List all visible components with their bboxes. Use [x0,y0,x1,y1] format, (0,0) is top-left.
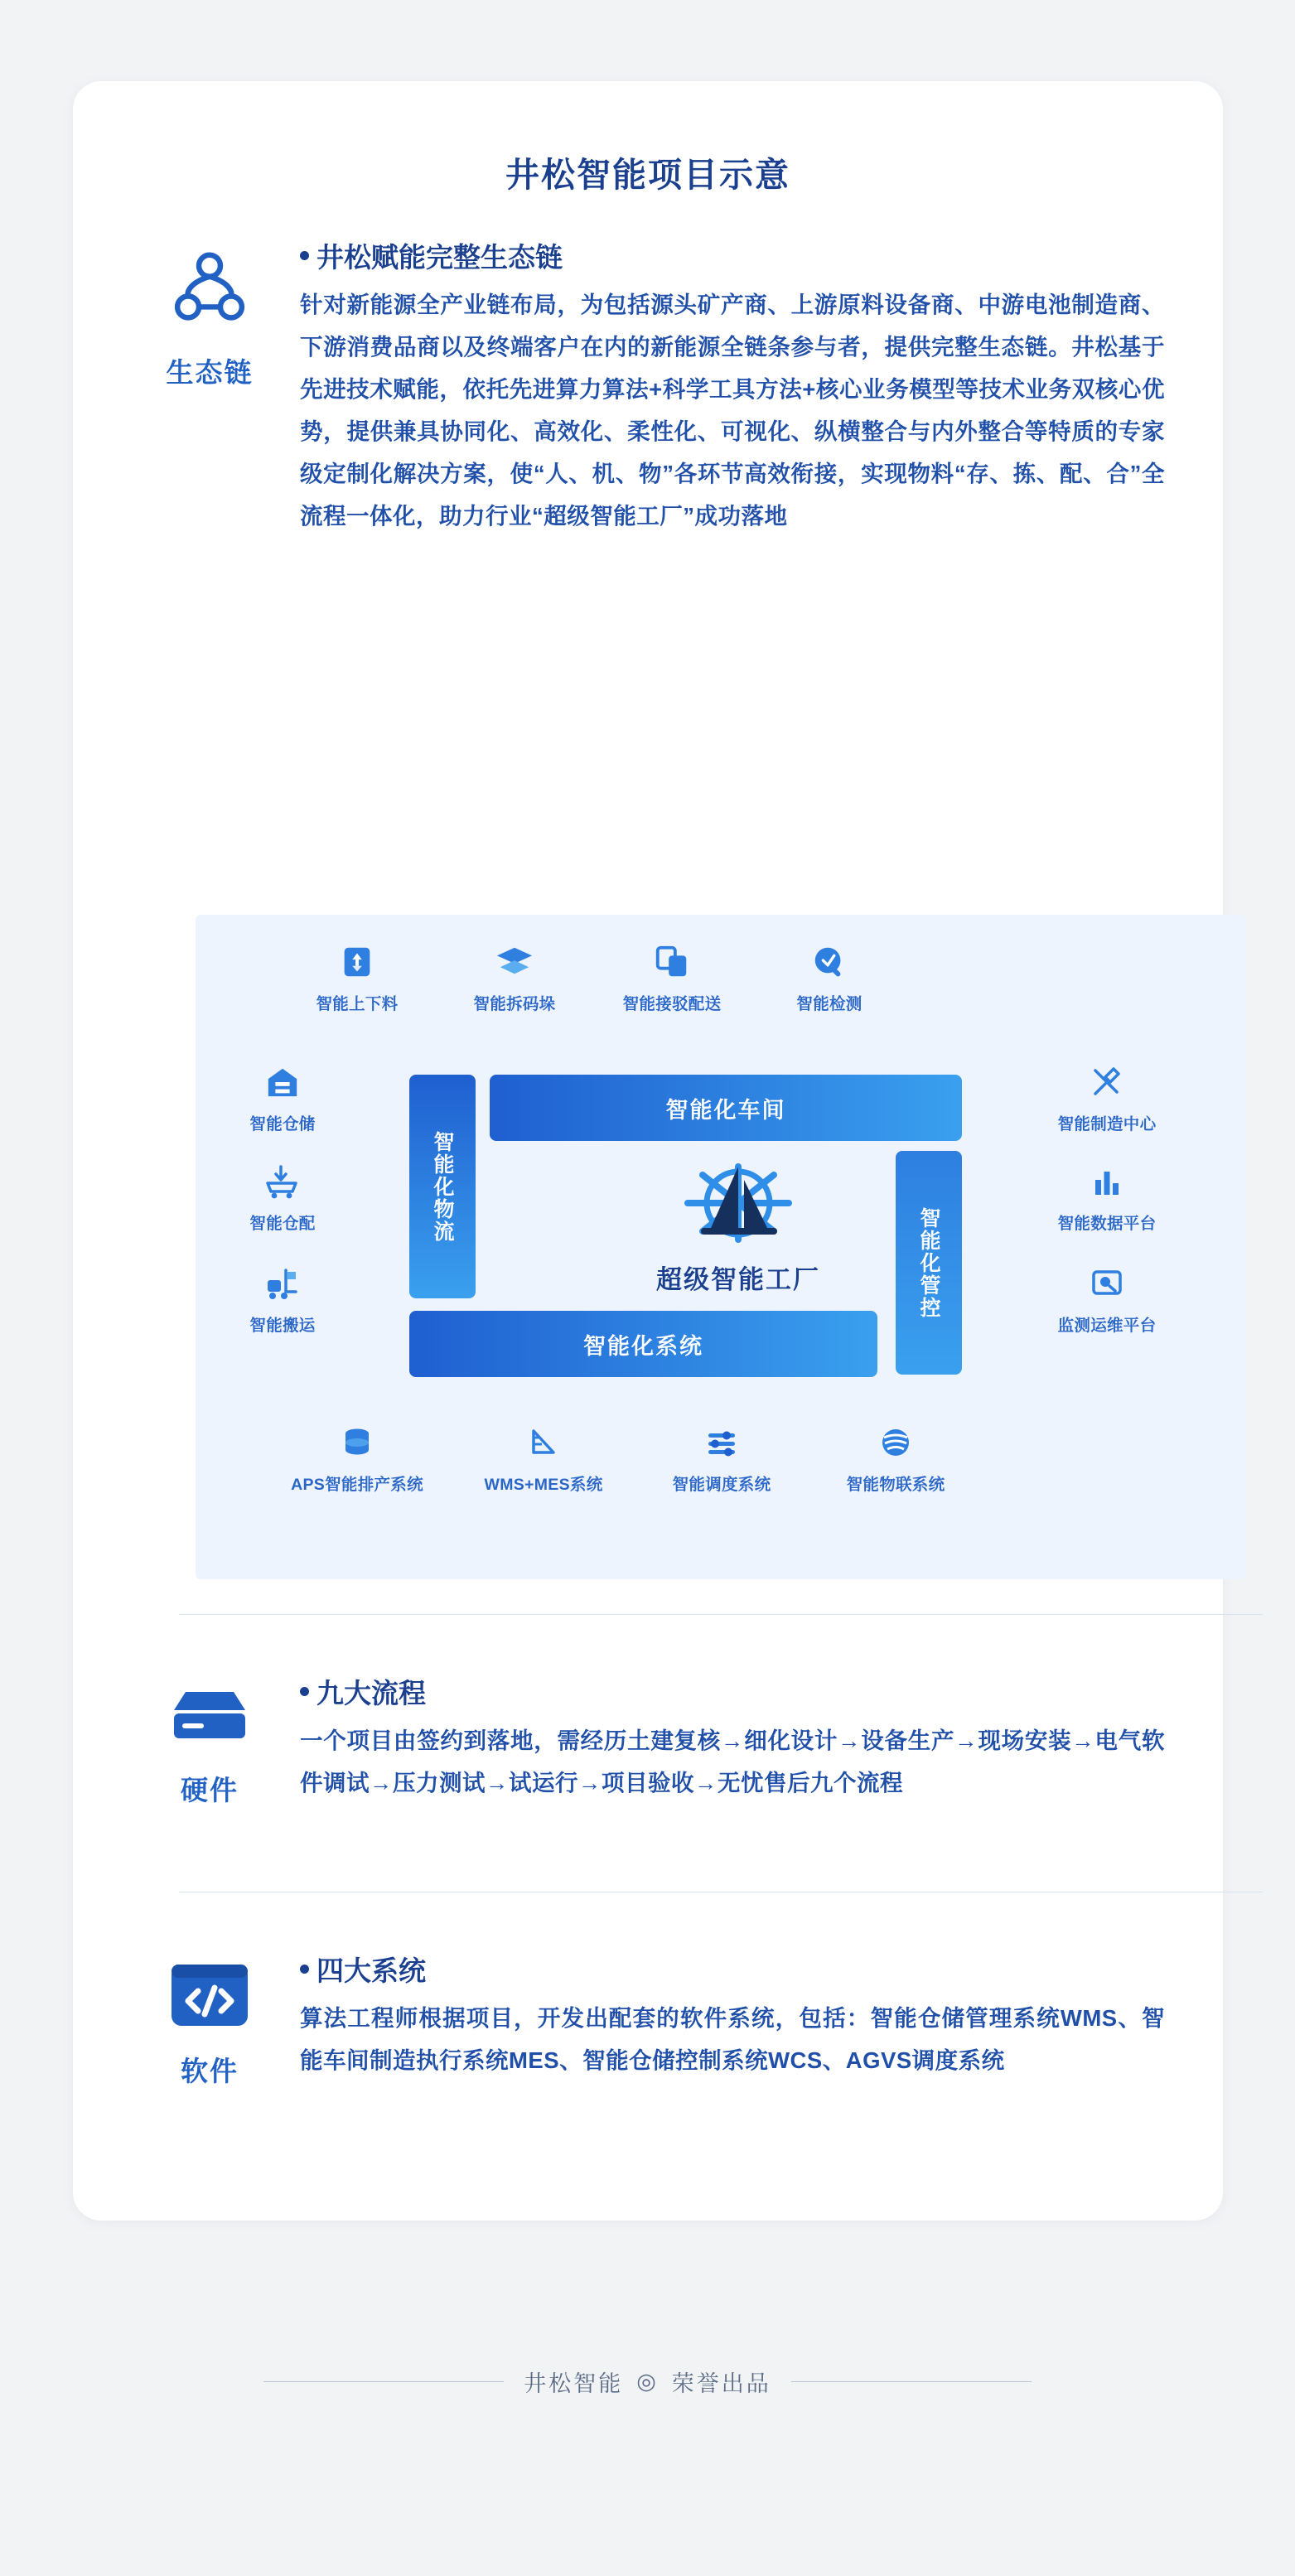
sorting-cart-icon [260,1159,305,1204]
section-software-heading-row [300,1950,1165,1989]
diagram-item-bar-chart [1024,1159,1190,1234]
diagram-label: 智能检测 [796,995,863,1013]
footer [0,2366,1295,2398]
footer-text [524,2366,771,2398]
section-ecosystem-heading-row [300,236,1165,275]
section-software-text: 算法工程师根据项目，开发出配套的软件系统，包括：智能仓储管理系统WMS、智能车间制造执行系统MES、智能仓储控制系统WCS、AGVS调度系统 [300,2005,1165,2073]
diagram-center [626,1152,850,1296]
layers-icon [492,940,537,984]
diagram-item-database [258,1420,457,1495]
section-hardware [73,1672,1223,1808]
ruler-icon [521,1420,566,1465]
section-ecosystem [73,236,1223,537]
center-label: 超级智能工厂 [656,1265,820,1294]
diagram-item-warehouse [220,1060,345,1134]
ship-helm-icon [626,1152,850,1264]
divider-1 [179,1614,1263,1615]
section-hardware-heading-row [300,1672,1165,1711]
section-ecosystem-caption: 生态链 [166,357,254,388]
footer-line-right [791,2381,1032,2382]
diagram-item-sliders [639,1420,805,1495]
ecosystem-icon [165,246,254,340]
bullet-icon [300,1965,309,1974]
footer-tagline: 荣誉出品 [671,2371,771,2396]
tools-icon [1085,1060,1129,1104]
diagram-label: 监测运维平台 [1057,1317,1157,1335]
section-hardware-text: 一个项目由签约到落地，需经历土建复核→细化设计→设备生产→现场安装→电气软件调试→压力测试→试运行→项目验收→无忧售后九个流程 [300,1728,1165,1795]
diagram-item-monitor-search [1024,1261,1190,1336]
section-ecosystem-body [288,236,1165,537]
diagram-item-tools [1024,1060,1190,1134]
band-logistics: 智能化物流 [409,1075,476,1298]
section-hardware-body [288,1672,1165,1808]
diagram-item-layers [448,940,581,1014]
band-workshop: 智能化车间 [490,1075,962,1141]
hardware-icon [164,1682,255,1757]
diagram-label: 智能仓配 [249,1215,316,1233]
diagram-label: 智能数据平台 [1057,1215,1157,1233]
section-software-iconcol [131,1950,288,2089]
diagram-item-ruler [461,1420,626,1495]
diagram-item-forklift [220,1261,345,1336]
section-ecosystem-iconcol [131,236,288,537]
diagram-item-inspect [763,940,896,1014]
inspect-icon [807,940,852,984]
monitor-search-icon [1085,1261,1129,1306]
database-icon [335,1420,379,1465]
iot-signal-icon [873,1420,918,1465]
diagram-label: 智能仓储 [249,1115,316,1133]
band-control: 智能化管控 [896,1151,962,1375]
diagram-label: 智能调度系统 [672,1476,771,1494]
footer-line-left [263,2381,504,2382]
section-ecosystem-text: 针对新能源全产业链布局，为包括源头矿产商、上游原料设备商、中游电池制造商、下游消费品商以及终端客户在内的新能源全链条参与者，提供完整生态链。井松基于先进技术赋能，依托先进算力算法+科学工具方法+核心业务模型等技术业务双核心优势，提供兼具协同化、高效化、柔性化、可视化、纵横整合与内外整合等特质的专家级定制化解决方案，使“人、机、物”各环节高效衔接，实现物料“存、拣、配、合”全流程一体化，助力行业“超级智能工厂”成功落地 [300,292,1165,529]
diagram-label: 智能上下料 [316,995,399,1013]
diagram-label: WMS+MES系统 [484,1476,603,1494]
forklift-icon [260,1261,305,1306]
section-ecosystem-heading: 井松赋能完整生态链 [317,242,563,273]
content-card [73,81,1223,2221]
bar-chart-icon [1085,1159,1129,1204]
bullet-icon [300,1687,309,1696]
ecosystem-diagram [196,915,1246,1579]
section-software [73,1950,1223,2089]
warehouse-icon [260,1060,305,1104]
bullet-icon [300,251,309,260]
diagram-item-upload-download [291,940,423,1014]
section-hardware-caption: 硬件 [181,1775,239,1805]
diagram-label: 智能接驳配送 [622,995,722,1013]
diagram-label: 智能拆码垛 [473,995,556,1013]
footer-brand: 井松智能 [524,2371,624,2396]
upload-download-icon [335,940,379,984]
section-software-heading: 四大系统 [317,1955,426,1986]
copyright-icon: ◎ [636,2369,659,2394]
section-software-caption: 软件 [181,2056,239,2086]
band-system: 智能化系统 [409,1311,877,1377]
diagram-item-transfer [606,940,738,1014]
transfer-icon [650,940,694,984]
diagram-label: APS智能排产系统 [291,1476,423,1494]
diagram-label: 智能物联系统 [846,1476,945,1494]
section-hardware-heading: 九大流程 [317,1678,426,1708]
diagram-label: 智能搬运 [249,1317,316,1335]
sliders-icon [699,1420,744,1465]
page-title: 井松智能项目示意 [505,156,790,194]
diagram-label: 智能制造中心 [1057,1115,1157,1133]
software-icon [165,1960,254,2038]
diagram-item-iot-signal [813,1420,978,1495]
section-hardware-iconcol [131,1672,288,1808]
section-software-body [288,1950,1165,2089]
diagram-item-sorting-cart [220,1159,345,1234]
